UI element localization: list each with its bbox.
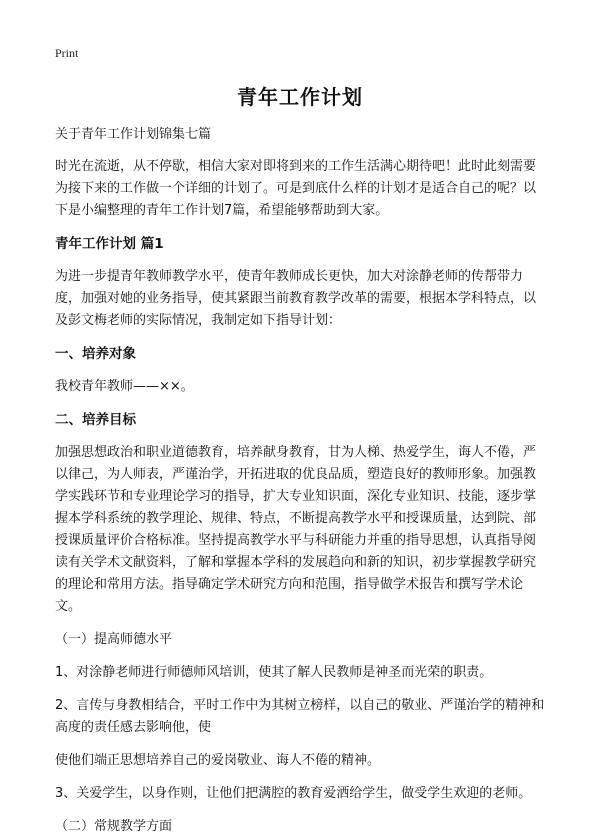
heading-training-target: 一、培养对象 <box>55 346 136 362</box>
intro-paragraph: 时光在流逝，从不停歇，相信大家对即将到来的工作生活满心期待吧！此时此刻需要为接下来的工作做一个详细的计划了。可是到底什么样的计划才是适合自己的呢？以下是小编整理的青年工作计划7篇，希望能够帮助到大家。 <box>55 159 537 218</box>
section-intro-paragraph: 为进一步提青年教师教学水平，使青年教师成长更快，加大对涂静老师的传帮带力度，加强对她的业务指导，使其紧跟当前教育教学改革的需要，根据本学科特点，以及彭文梅老师的实际情况，我制定如下指导计划： <box>55 269 537 328</box>
document-title: 青年工作计划 <box>237 85 363 109</box>
document-subtitle: 关于青年工作计划锦集七篇 <box>55 127 212 142</box>
print-label: Print <box>55 46 79 60</box>
section-heading: 青年工作计划 篇1 <box>55 236 164 252</box>
training-goal-paragraph: 加强思想政治和职业道德教育，培养献身教育，甘为人梯、热爱学生，诲人不倦，严以律己，为人师表，严谨治学，开拓进取的优良品质，塑造良好的教师形象。加强教学实践环节和专业理论学习的指导，扩大专业知识面，深化专业知识、技能，逐步掌握本学科系统的教学理论、规律、特点，不断提高教学水平和授课质量，达到院、部授课质量评价合格标准。坚持提高教学水平与科研能力并重的指导思想，认真指导阅读有关学术文献资料，了解和掌握本学科的发展趋向和新的知识，初步掌握教学研究的理论和常用方法。指导确定学术研究方向和范围，指导做学术报告和撰写学术论文。 <box>55 445 537 614</box>
heading-training-goal: 二、培养目标 <box>55 412 136 428</box>
list-item: 1、对涂静老师进行师德师风培训，使其了解人民教师是神圣而光荣的职责。 <box>55 665 493 680</box>
sub-heading-ethics: （一）提高师德水平 <box>55 632 173 647</box>
list-item: 3、关爱学生，以身作则，让他们把满腔的教育爱洒给学生，做受学生欢迎的老师。 <box>55 786 532 801</box>
list-item-continuation: 使他们端正思想培养自己的爱岗敬业、诲人不倦的精神。 <box>55 753 381 768</box>
list-item: 2、言传与身教相结合，平时工作中为其树立榜样，以自己的敬业、严谨治学的精神和高度的责任感去影响他，使 <box>55 698 545 735</box>
sub-heading-routine-teaching: （二）常规教学方面 <box>55 819 173 834</box>
training-target-text: 我校青年教师——××。 <box>55 379 194 394</box>
